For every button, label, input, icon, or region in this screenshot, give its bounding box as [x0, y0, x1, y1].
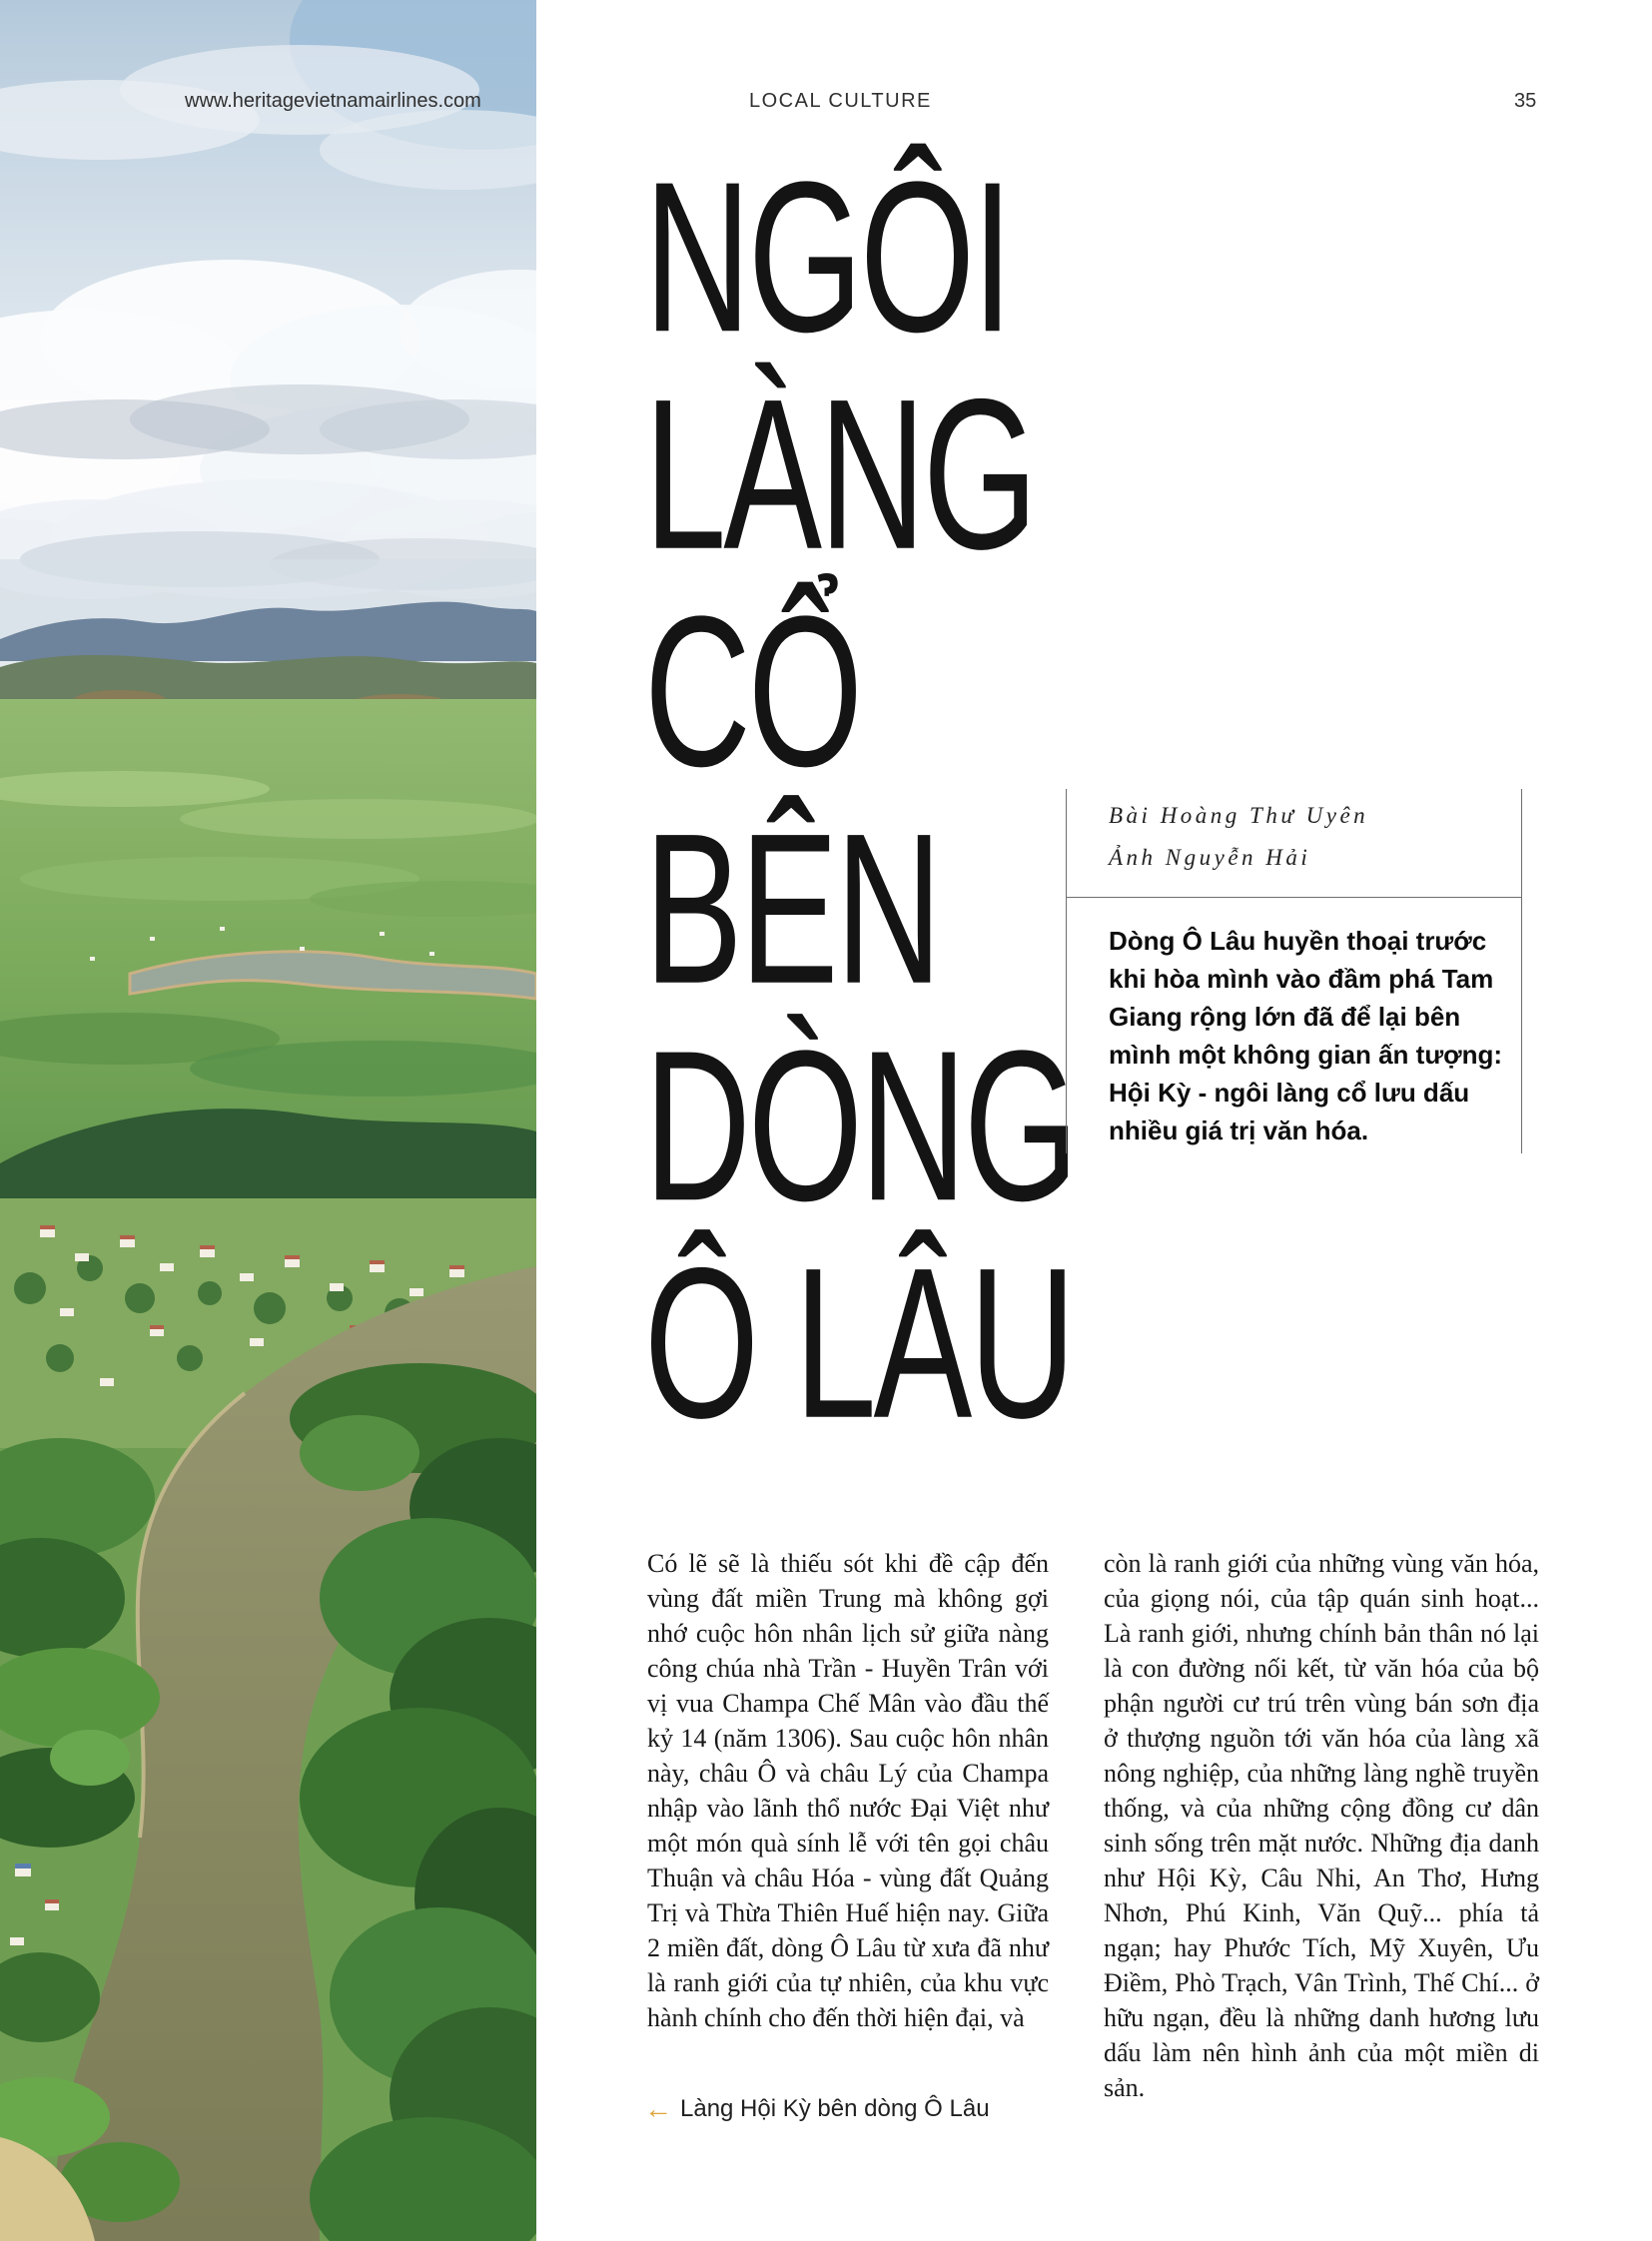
magazine-url: www.heritagevietnamairlines.com [185, 90, 481, 112]
title-line-5: DÒNG [644, 1007, 1076, 1246]
byline-author: Bài Hoàng Thư Uyên [1109, 803, 1369, 828]
title-line-3: CỔ [644, 572, 860, 812]
title-line-1: NGÔI [644, 138, 1011, 377]
byline [1067, 789, 1521, 897]
title-line-6: Ô LÂU [644, 1223, 1074, 1464]
photo-caption [644, 2095, 990, 2123]
section-label: LOCAL CULTURE [749, 90, 932, 112]
aerial-photo [0, 0, 536, 2241]
byline-photographer: Ảnh Nguyễn Hải [1109, 845, 1311, 870]
byline-lede-box [1066, 789, 1522, 1153]
lede-paragraph: Dòng Ô Lâu huyền thoại trước khi hòa mình vào đầm phá Tam Giang rộng lớn đã để lại bên mình một không gian ấn tượng: Hội Kỳ - ngôi làng cổ lưu dấu nhiều giá trị văn hóa. [1109, 926, 1503, 1145]
caption-arrow-icon: ← [644, 2093, 672, 2124]
page-number: 35 [1514, 90, 1537, 112]
photo-clouds [0, 260, 536, 639]
title-line-4: BÊN [644, 789, 940, 1030]
title-line-2: LÀNG [644, 355, 1036, 595]
photo-plain [0, 699, 536, 1168]
body-column-2: còn là ranh giới của những vùng văn hóa, của giọng nói, của tập quán sinh hoạt... Là ranh giới, nhưng chính bản thân nó lại là con đường nối kết, từ văn hóa của bộ phận người cư trú trên vùng bán sơn địa ở thượng nguồn tới văn hóa của làng xã nông nghiệp, của những làng nghề truyền thống, và của những cộng đồng cư dân sinh sống trên mặt nước. Những địa danh như Hội Kỳ, Câu Nhi, An Thơ, Hưng Nhơn, Phú Kinh, Văn Quỹ... phía tả ngạn; hay Phước Tích, Mỹ Xuyên, Ưu Điềm, Phò Trạch, Vân Trình, Thế Chí... ở hữu ngạn, đều là những danh hương lưu dấu làm nên hình ảnh của một miền di sản. [1104, 1549, 1539, 2102]
caption-text: Làng Hội Kỳ bên dòng Ô Lâu [680, 2095, 990, 2122]
article-title [644, 138, 1076, 1464]
body-column-1: Có lẽ sẽ là thiếu sót khi đề cập đến vùng đất miền Trung mà không gợi nhớ cuộc hôn nhân lịch sử giữa nàng công chúa nhà Trần - Huyền Trân với vị vua Champa Chế Mân vào đầu thế kỷ 14 (năm 1306). Sau cuộc hôn nhân này, châu Ô và châu Lý của Champa nhập vào lãnh thổ nước Đại Việt như một món quà sính lễ với tên gọi châu Thuận và châu Hóa - vùng đất Quảng Trị và Thừa Thiên Huế hiện nay. Giữa 2 miền đất, dòng Ô Lâu từ xưa đã như là ranh giới của tự nhiên, của khu vực hành chính cho đến thời hiện đại, và [647, 1549, 1049, 2032]
